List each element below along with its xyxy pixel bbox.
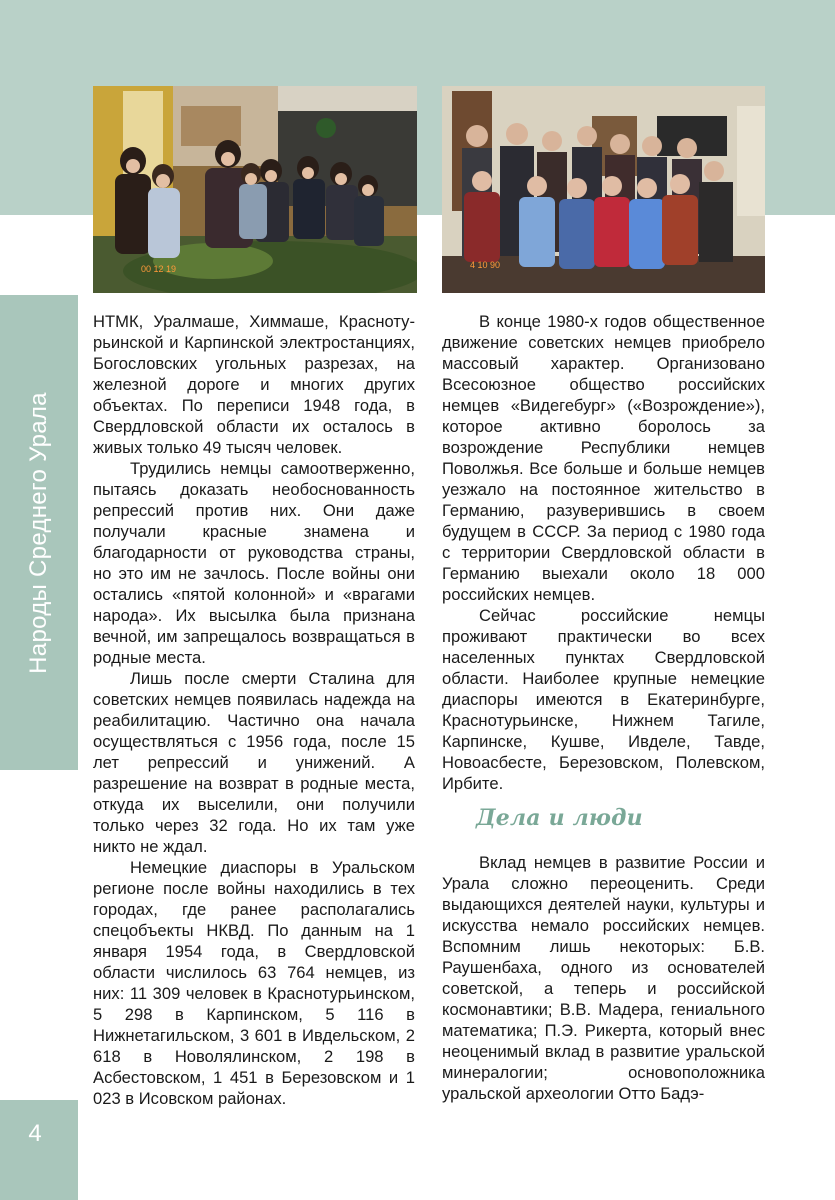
photo-right-date-stamp: 4 10 90 [470,260,501,270]
left-text-column [93,311,415,1109]
paragraph: НТМК, Уралмаше, Химмаше, Краснотурьинской и Карпинской электростанциях, Богословских угольных разрезах, на железной дороге и многих других объектах. По переписи 1948 года, в Свердловской области их осталось в живых только 49 тысяч человек. [93,312,415,457]
photo-classroom [93,86,417,293]
right-text-column [442,311,765,794]
paragraph: В конце 1980-х годов общественное движение советских немцев приобрело массовый характер. Организовано Всесоюзное общество российских немцев «Видегебург» («Возрождение»), которое активно боролось за возрождение Республики немцев Поволжья. Все больше и больше немцев уезжало на постоянное жительство в Германию, разуверившись в своем будущем в СССР. За период с 1980 года с территории Свердловской области в Германию выехали около 18 000 российских немцев. [442,312,765,604]
paragraph: Трудились немцы самоотверженно, пытаясь доказать необоснованность репрессий против них. Они даже получали красные знамена и благодарности от руководства страны, но это им не зачлось. После войны они остались «пятой колонной» и «врагами народа». Их высылка была признана вечной, им запрещалось возвращаться в родные места. [93,459,415,667]
page-number: 4 [28,1120,42,1147]
section-heading: Дела и люди [476,805,643,831]
photo-group-portrait [442,86,765,293]
side-title [0,295,78,770]
paragraph: Вклад немцев в развитие России и Урала сложно переоценить. Среди выдающихся деятелей науки, культуры и искусства немало российских немцев. Вспомним лишь некоторых: Б.В. Раушенбаха, одного из основателей советской, а теперь и российской космонавтики; В.В. Мадера, гениального математика; П.Э. Рикерта, который внес неоценимый вклад в развитие уральской минералогии; основоположника уральской археологии Отто Бадэ- [442,853,765,1103]
right-text-column-continued [442,852,765,1104]
paragraph: Лишь после смерти Сталина для советских немцев появилась надежда на реабилитацию. Частично она начала осуществляться с 1956 года, после 15 лет репрессий и унижений. А разрешение на возврат в родные места, откуда их выселили, они получили только через 32 года. Но их там уже никто не ждал. [93,669,415,856]
page-number-band [0,1100,78,1200]
photo-left-date-stamp: 00 12 19 [141,264,177,274]
paragraph: Сейчас российские немцы проживают практически во всех населенных пунктах Свердловской области. Наиболее крупные немецкие диаспоры имеются в Екатеринбурге, Краснотурьинске, Нижнем Тагиле, Карпинске, Кушве, Ивделе, Тавде, Новоасбесте, Березовском, Полевском, Ирбите. [442,606,765,793]
paragraph: Немецкие диаспоры в Уральском регионе после войны находились в тех городах, где ранее располагались спецобъекты НКВД. По данным на 1 января 1954 года, в Свердловской области числилось 63 764 немцев, из них: 11 309 человек в Краснотурьинском, 5 298 в Карпинском, 5 116 в Нижнетагильском, 3 601 в Ивдельском, 2 618 в Новолялинском, 2 198 в Асбестовском, 1 451 в Березовском и 1 023 в Исовском районах. [93,858,415,1108]
side-title-text: Народы Среднего Урала [25,391,53,674]
